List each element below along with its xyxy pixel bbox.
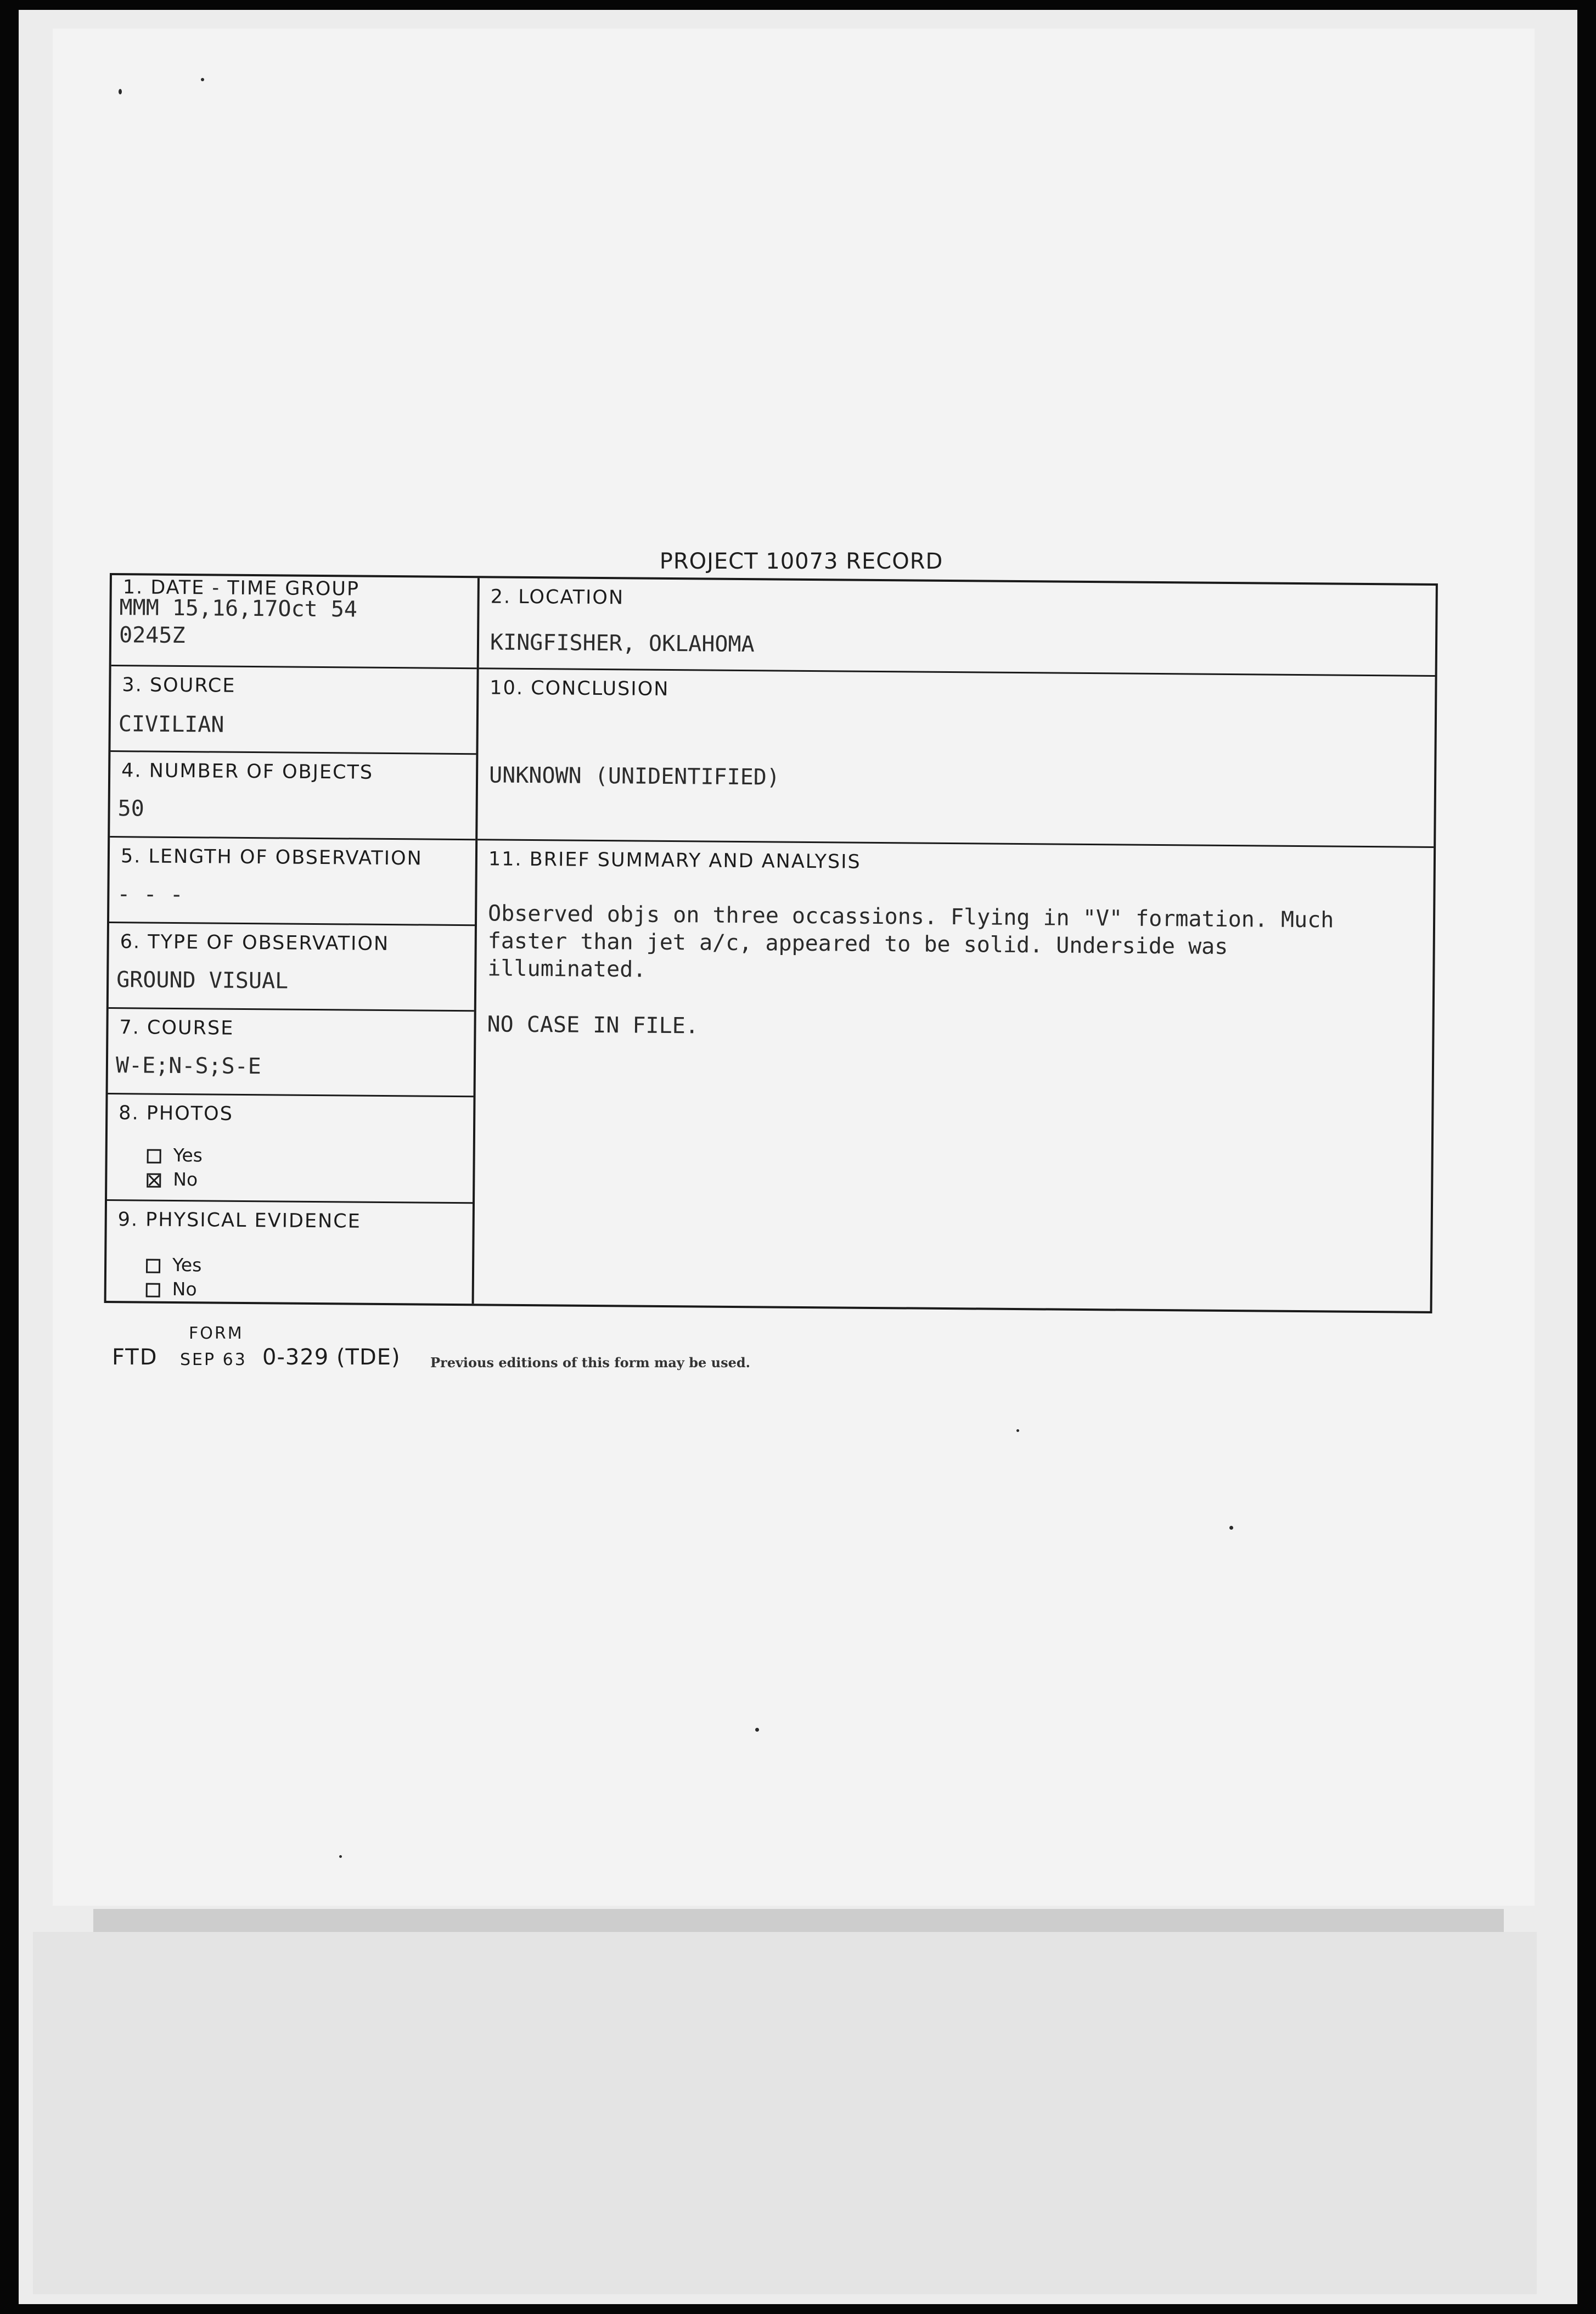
footer-form-number: 0-329 (TDE) (262, 1345, 401, 1370)
form-title: PROJECT 10073 RECORD (659, 549, 943, 574)
photos-label: 8. PHOTOS (119, 1102, 234, 1125)
conclusion-label: 10. CONCLUSION (490, 677, 670, 701)
physical-evidence-yes-option[interactable]: Yes (146, 1254, 202, 1276)
number-of-objects-value: 50 (117, 796, 144, 822)
source-label: 3. SOURCE (122, 674, 236, 697)
length-of-observation-cell (109, 838, 475, 926)
type-of-observation-label: 6. TYPE OF OBSERVATION (120, 931, 390, 956)
photos-yes-option[interactable]: Yes (147, 1144, 203, 1166)
course-label: 7. COURSE (119, 1016, 234, 1040)
photos-no-checkbox[interactable] (147, 1173, 161, 1187)
summary-label: 11. BRIEF SUMMARY AND ANALYSIS (488, 848, 861, 873)
physical-evidence-label: 9. PHYSICAL EVIDENCE (117, 1209, 361, 1233)
number-of-objects-cell (110, 752, 476, 840)
footer-ftd: FTD (112, 1345, 158, 1370)
record-form (104, 573, 1438, 1313)
footer-form-word: FORM (189, 1324, 244, 1343)
physical-evidence-yes-checkbox[interactable] (146, 1259, 160, 1273)
time-value: 0245Z (119, 622, 186, 649)
form-right-column (474, 578, 1436, 1311)
dust-speck (201, 78, 204, 81)
date-time-label: 1. DATE - TIME GROUP (122, 576, 360, 600)
photos-cell (107, 1094, 474, 1204)
dust-speck (755, 1728, 759, 1732)
type-of-observation-value: GROUND VISUAL (116, 967, 289, 994)
number-of-objects-label: 4. NUMBER OF OBJECTS (121, 760, 374, 784)
dust-speck (1016, 1429, 1019, 1432)
physical-evidence-no-option[interactable]: No (146, 1278, 197, 1300)
source-value: CIVILIAN (118, 711, 224, 738)
date-time-cell (111, 575, 477, 669)
photos-yes-checkbox[interactable] (147, 1149, 161, 1163)
location-value: KINGFISHER, OKLAHOMA (490, 630, 755, 658)
dust-speck (1229, 1526, 1233, 1530)
source-cell (110, 666, 476, 755)
conclusion-cell (477, 669, 1435, 848)
summary-body (487, 900, 1378, 1045)
conclusion-value: UNKNOWN (UNIDENTIFIED) (488, 762, 780, 790)
summary-cell (474, 840, 1434, 1313)
length-of-observation-value: - - - (117, 881, 184, 908)
type-of-observation-cell (109, 923, 475, 1012)
location-cell (479, 578, 1436, 677)
date-time-value: MMM 15,16,17Oct 54 (119, 595, 358, 622)
form-left-column (106, 575, 480, 1304)
dust-speck (339, 1855, 342, 1858)
footer-note: Previous editions of this form may be used. (430, 1355, 750, 1371)
form-footer (112, 1324, 935, 1384)
photos-no-option[interactable]: No (147, 1169, 198, 1190)
summary-note: NO CASE IN FILE. (487, 1012, 699, 1039)
physical-evidence-cell (106, 1201, 473, 1306)
physical-evidence-no-checkbox[interactable] (146, 1283, 160, 1297)
length-of-observation-label: 5. LENGTH OF OBSERVATION (120, 845, 423, 870)
course-cell (108, 1009, 474, 1097)
film-lower-strip (33, 1932, 1537, 2294)
page-edge-shadow (93, 1909, 1504, 1932)
dust-speck (119, 89, 122, 94)
course-value: W-E;N-S;S-E (115, 1053, 262, 1080)
footer-date: SEP 63 (180, 1350, 247, 1369)
location-label: 2. LOCATION (490, 586, 625, 609)
summary-text: Observed objs on three occassions. Flying in "V" formation. Much faster than jet a/c, appeared to be solid. Underside was illuminated. (487, 901, 1334, 982)
